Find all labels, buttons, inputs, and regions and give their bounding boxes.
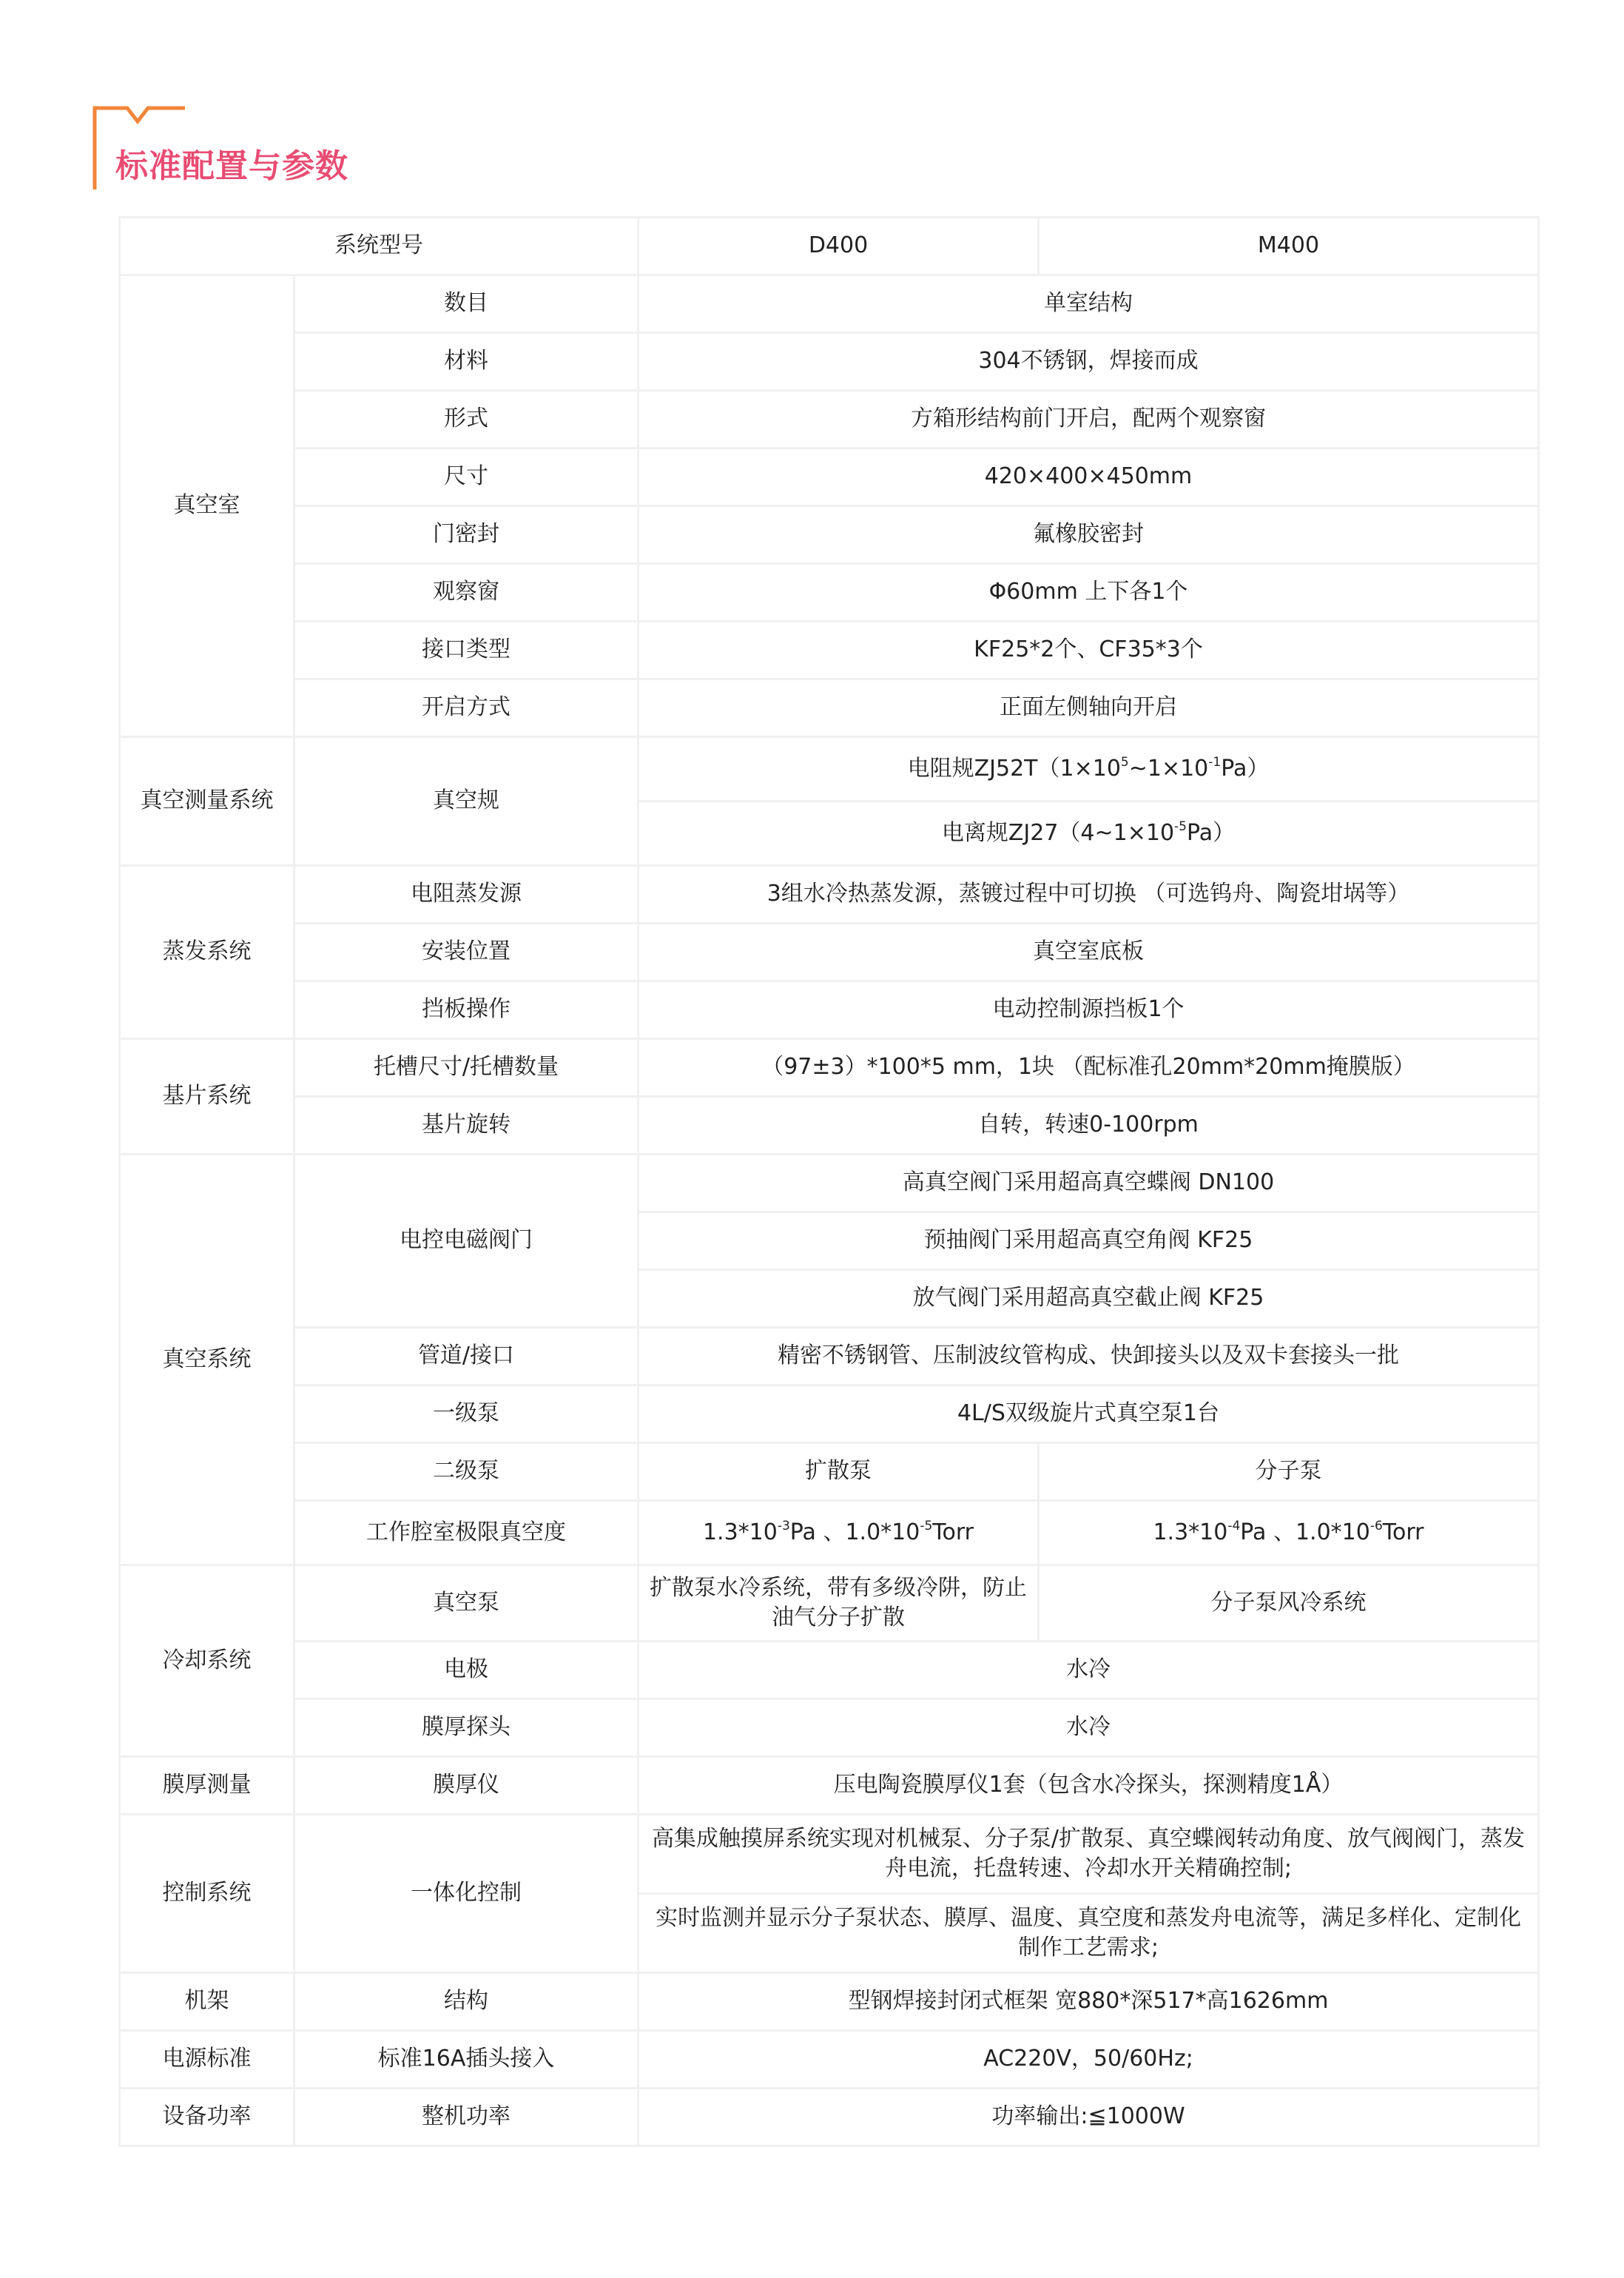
table-row xyxy=(120,2089,1539,2146)
table-row xyxy=(120,448,1539,506)
ultimate-m400: $1.3*10^{-4}Pa$ 、$1.0*10^{-6}Torr$ xyxy=(1039,1501,1539,1565)
row-item: 开启方式 xyxy=(294,679,639,737)
row-value: 高真空阀门采用超高真空蝶阀 DN100 xyxy=(639,1155,1539,1212)
table-row xyxy=(120,1328,1539,1385)
table-row xyxy=(120,1642,1539,1699)
row-item: 观察窗 xyxy=(294,564,639,622)
section-title: 标准配置与参数 xyxy=(115,147,348,185)
table-row xyxy=(120,1973,1539,2031)
category-frame: 机架 xyxy=(120,1973,294,2031)
table-row xyxy=(120,679,1539,737)
category-control: 控制系统 xyxy=(120,1815,294,1973)
row-item: 结构 xyxy=(294,1973,639,2031)
table-row xyxy=(120,737,1539,802)
row-value: 4L/S双级旋片式真空泵1台 xyxy=(639,1385,1539,1443)
row-value: 氟橡胶密封 xyxy=(639,506,1539,564)
category-power: 设备功率 xyxy=(120,2089,294,2146)
row-item: 工作腔室极限真空度 xyxy=(294,1501,639,1565)
row-value: 高集成触摸屏系统实现对机械泵、分子泵/扩散泵、真空蝶阀转动角度、放气阀阀门，蒸发舟电流，托盘转速、冷却水开关精确控制; xyxy=(639,1815,1539,1894)
row-item: 一体化控制 xyxy=(294,1815,639,1973)
header-d400: D400 xyxy=(639,218,1039,275)
row-value: AC220V，50/60Hz; xyxy=(639,2031,1539,2089)
gauge-ion-value: 电离规$ZJ27(4\sim 1\times 10^{-5}Pa)$ xyxy=(639,802,1539,866)
row-item: 电控电磁阀门 xyxy=(294,1155,639,1328)
row-item: 一级泵 xyxy=(294,1385,639,1443)
header-model-label: 系统型号 xyxy=(120,218,639,275)
row-value: 方箱形结构前门开启，配两个观察窗 xyxy=(639,391,1539,448)
row-item: 膜厚仪 xyxy=(294,1757,639,1815)
row-item: 基片旋转 xyxy=(294,1097,639,1155)
row-value: 放气阀门采用超高真空截止阀 KF25 xyxy=(639,1270,1539,1328)
table-row xyxy=(120,981,1539,1039)
row-item: 托槽尺寸/托槽数量 xyxy=(294,1039,639,1097)
row-value: 精密不锈钢管、压制波纹管构成、快卸接头以及双卡套接头一批 xyxy=(639,1328,1539,1385)
table-row xyxy=(120,275,1539,333)
row-item: 数目 xyxy=(294,275,639,333)
table-row xyxy=(120,2031,1539,2089)
row-value: KF25*2个、CF35*3个 xyxy=(639,622,1539,679)
row-item: 管道/接口 xyxy=(294,1328,639,1385)
table-row xyxy=(120,1501,1539,1565)
row-value: 实时监测并显示分子泵状态、膜厚、温度、真空度和蒸发舟电流等，满足多样化、定制化制作工艺需求; xyxy=(639,1894,1539,1973)
row-value: 水冷 xyxy=(639,1699,1539,1757)
row-value: Φ60mm 上下各1个 xyxy=(639,564,1539,622)
table-row xyxy=(120,1757,1539,1815)
category-measure: 真空测量系统 xyxy=(120,737,294,866)
row-value: 预抽阀门采用超高真空角阀 KF25 xyxy=(639,1212,1539,1270)
table-row xyxy=(120,1565,1539,1642)
table-row xyxy=(120,564,1539,622)
category-cooling: 冷却系统 xyxy=(120,1565,294,1757)
table-row xyxy=(120,622,1539,679)
row-item: 真空规 xyxy=(294,737,639,866)
pump2-m400: 分子泵 xyxy=(1039,1443,1539,1501)
table-row xyxy=(120,924,1539,981)
category-thickness: 膜厚测量 xyxy=(120,1757,294,1815)
row-value: 420×400×450mm xyxy=(639,448,1539,506)
table-row xyxy=(120,1039,1539,1097)
table-row xyxy=(120,1443,1539,1501)
row-value: 304不锈钢，焊接而成 xyxy=(639,333,1539,391)
row-value: 型钢焊接封闭式框架 宽880*深517*高1626mm xyxy=(639,1973,1539,2031)
ultimate-d400: $1.3*10^{-3}Pa$ 、$1.0*10^{-5}Torr$ xyxy=(639,1501,1039,1565)
row-item: 二级泵 xyxy=(294,1443,639,1501)
row-item: 形式 xyxy=(294,391,639,448)
table-row xyxy=(120,333,1539,391)
cooling-m400: 分子泵风冷系统 xyxy=(1039,1565,1539,1642)
row-item: 电极 xyxy=(294,1642,639,1699)
row-item: 真空泵 xyxy=(294,1565,639,1642)
table-row xyxy=(120,866,1539,924)
row-item: 整机功率 xyxy=(294,2089,639,2146)
table-row xyxy=(120,1155,1539,1212)
table-header-row xyxy=(120,218,1539,275)
section-header xyxy=(92,102,388,191)
row-item: 尺寸 xyxy=(294,448,639,506)
pump2-d400: 扩散泵 xyxy=(639,1443,1039,1501)
header-m400: M400 xyxy=(1039,218,1539,275)
row-value: 电动控制源挡板1个 xyxy=(639,981,1539,1039)
cooling-d400: 扩散泵水冷系统，带有多级冷阱，防止油气分子扩散 xyxy=(639,1565,1039,1642)
table-row xyxy=(120,1385,1539,1443)
row-item: 标准16A插头接入 xyxy=(294,2031,639,2089)
table-row xyxy=(120,506,1539,564)
table-row xyxy=(120,1699,1539,1757)
row-value: 自转，转速0-100rpm xyxy=(639,1097,1539,1155)
row-item: 材料 xyxy=(294,333,639,391)
row-value: 压电陶瓷膜厚仪1套（包含水冷探头，探测精度1Å） xyxy=(639,1757,1539,1815)
table-row xyxy=(120,1097,1539,1155)
gauge-resistance-value: 电阻规$ZJ52T(1\times 10^5\sim 1\times 10^{-1}Pa)$ xyxy=(639,737,1539,802)
row-value: 水冷 xyxy=(639,1642,1539,1699)
category-substrate: 基片系统 xyxy=(120,1039,294,1155)
row-value: 功率输出:≦1000W xyxy=(639,2089,1539,2146)
row-item: 电阻蒸发源 xyxy=(294,866,639,924)
row-item: 接口类型 xyxy=(294,622,639,679)
row-item: 膜厚探头 xyxy=(294,1699,639,1757)
row-item: 安装位置 xyxy=(294,924,639,981)
table-row xyxy=(120,391,1539,448)
table-row xyxy=(120,1815,1539,1894)
category-vacuum: 真空系统 xyxy=(120,1155,294,1565)
row-value: 3组水冷热蒸发源，蒸镀过程中可切换 （可选钨舟、陶瓷坩埚等） xyxy=(639,866,1539,924)
row-value: 正面左侧轴向开启 xyxy=(639,679,1539,737)
row-value: （97±3）*100*5 mm，1块 （配标准孔20mm*20mm掩膜版） xyxy=(639,1039,1539,1097)
category-power-std: 电源标准 xyxy=(120,2031,294,2089)
row-value: 单室结构 xyxy=(639,275,1539,333)
category-evap: 蒸发系统 xyxy=(120,866,294,1039)
row-item: 挡板操作 xyxy=(294,981,639,1039)
category-chamber: 真空室 xyxy=(120,275,294,737)
row-value: 真空室底板 xyxy=(639,924,1539,981)
spec-table xyxy=(118,216,1540,2147)
row-item: 门密封 xyxy=(294,506,639,564)
